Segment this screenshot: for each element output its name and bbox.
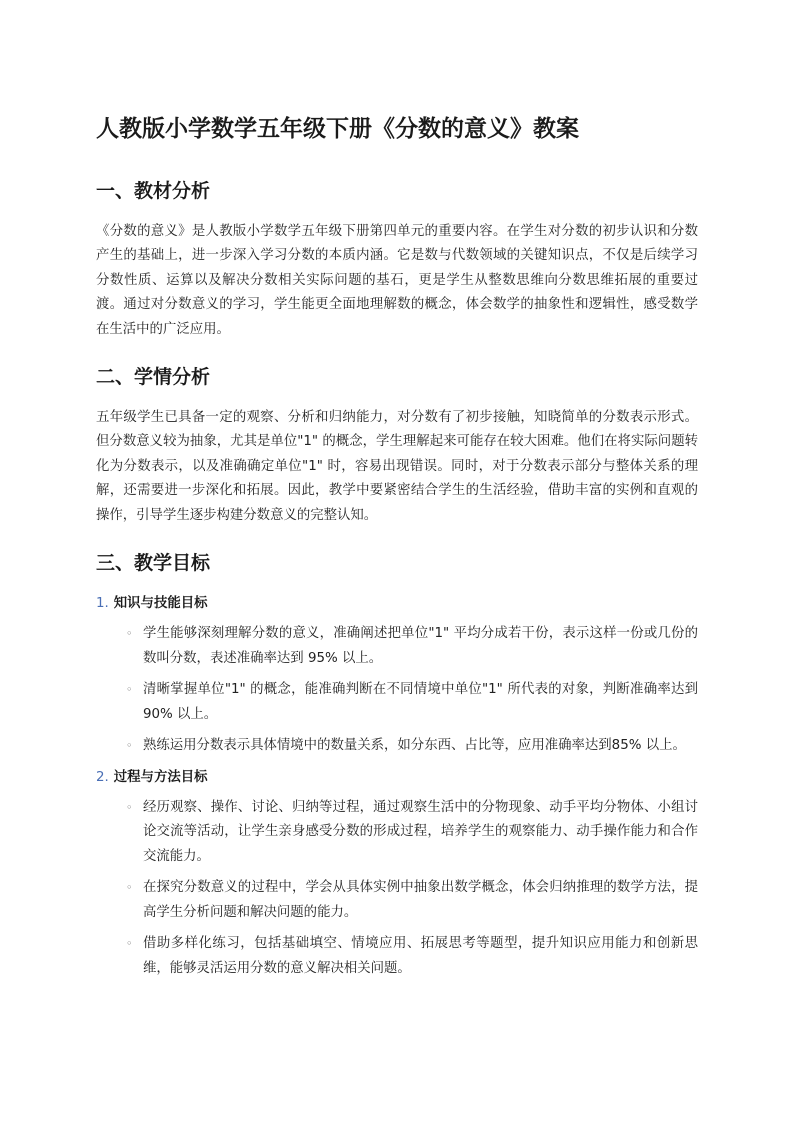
list-item-text: 学生能够深刻理解分数的意义，准确阐述把单位"1" 平均分成若干份，表示这样一份或几份的数叫分数，表述准确率达到 95% 以上。 (143, 626, 698, 666)
list-item (126, 796, 698, 870)
bullet-circle-icon: ◦ (126, 800, 133, 814)
goal-number: 2. (96, 769, 109, 785)
section-paragraph-textbook-analysis: 《分数的意义》是人教版小学数学五年级下册第四单元的重要内容。在学生对分数的初步认识和分数产生的基础上，进一步深入学习分数的本质内涵。它是数与代数领域的关键知识点，不仅是后续学习分数性质、运算以及解决分数相关实际问题的基石，更是学生从整数思维向分数思维拓展的重要过渡。通过对分数意义的学习，学生能更全面地理解数的概念，体会数学的抽象性和逻辑性，感受数学在生活中的广泛应用。 (96, 224, 698, 337)
bullet-circle-icon: ◦ (126, 683, 133, 697)
goal-title: 过程与方法目标 (113, 769, 208, 785)
list-item (126, 678, 698, 727)
goal-number: 1. (96, 596, 109, 612)
list-item-text: 熟练运用分数表示具体情境中的数量关系，如分东西、占比等，应用准确率达到85% 以上。 (143, 738, 686, 754)
goals-list (96, 592, 698, 981)
list-item-text: 借助多样化练习，包括基础填空、情境应用、拓展思考等题型，提升知识应用能力和创新思维，能够灵活运用分数的意义解决相关问题。 (143, 936, 698, 976)
goal-title: 知识与技能目标 (113, 596, 208, 612)
list-item (126, 932, 698, 981)
bullet-circle-icon: ◦ (126, 627, 133, 641)
goal-sub-list (96, 796, 698, 982)
list-item (126, 622, 698, 671)
section-paragraph-student-analysis: 五年级学生已具备一定的观察、分析和归纳能力，对分数有了初步接触，知晓简单的分数表示形式。但分数意义较为抽象，尤其是单位"1" 的概念，学生理解起来可能存在较大困难。他们在将实际问题转化为分数表示，以及准确确定单位"1" 时，容易出现错误。同时，对于分数表示部分与整体关系的理解，还需要进一步深化和拓展。因此，教学中要紧密结合学生的生活经验，借助丰富的实例和直观的操作，引导学生逐步构建分数意义的完整认知。 (96, 410, 698, 523)
goal-item (96, 592, 698, 759)
goal-sub-list (96, 622, 698, 759)
section-heading-teaching-goals: 三、教学目标 (96, 552, 211, 575)
bullet-circle-icon: ◦ (126, 739, 133, 753)
bullet-circle-icon: ◦ (126, 937, 133, 951)
section-heading-student-analysis: 二、学情分析 (96, 366, 211, 389)
list-item (126, 876, 698, 925)
section-heading-textbook-analysis: 一、教材分析 (96, 180, 211, 202)
list-item-text: 经历观察、操作、讨论、归纳等过程，通过观察生活中的分物现象、动手平均分物体、小组讨论交流等活动，让学生亲身感受分数的形成过程，培养学生的观察能力、动手操作能力和合作交流能力。 (143, 799, 698, 864)
document-title: 人教版小学数学五年级下册《分数的意义》教案 (96, 116, 579, 142)
goal-heading (96, 592, 698, 616)
list-item-text: 清晰掌握单位"1" 的概念，能准确判断在不同情境中单位"1" 所代表的对象，判断准确率达到 90% 以上。 (143, 682, 698, 722)
bullet-circle-icon: ◦ (126, 881, 133, 895)
list-item (126, 734, 698, 759)
list-item-text: 在探究分数意义的过程中，学会从具体实例中抽象出数学概念，体会归纳推理的数学方法，提高学生分析问题和解决问题的能力。 (143, 880, 698, 920)
goal-heading (96, 766, 698, 790)
goal-item (96, 766, 698, 982)
